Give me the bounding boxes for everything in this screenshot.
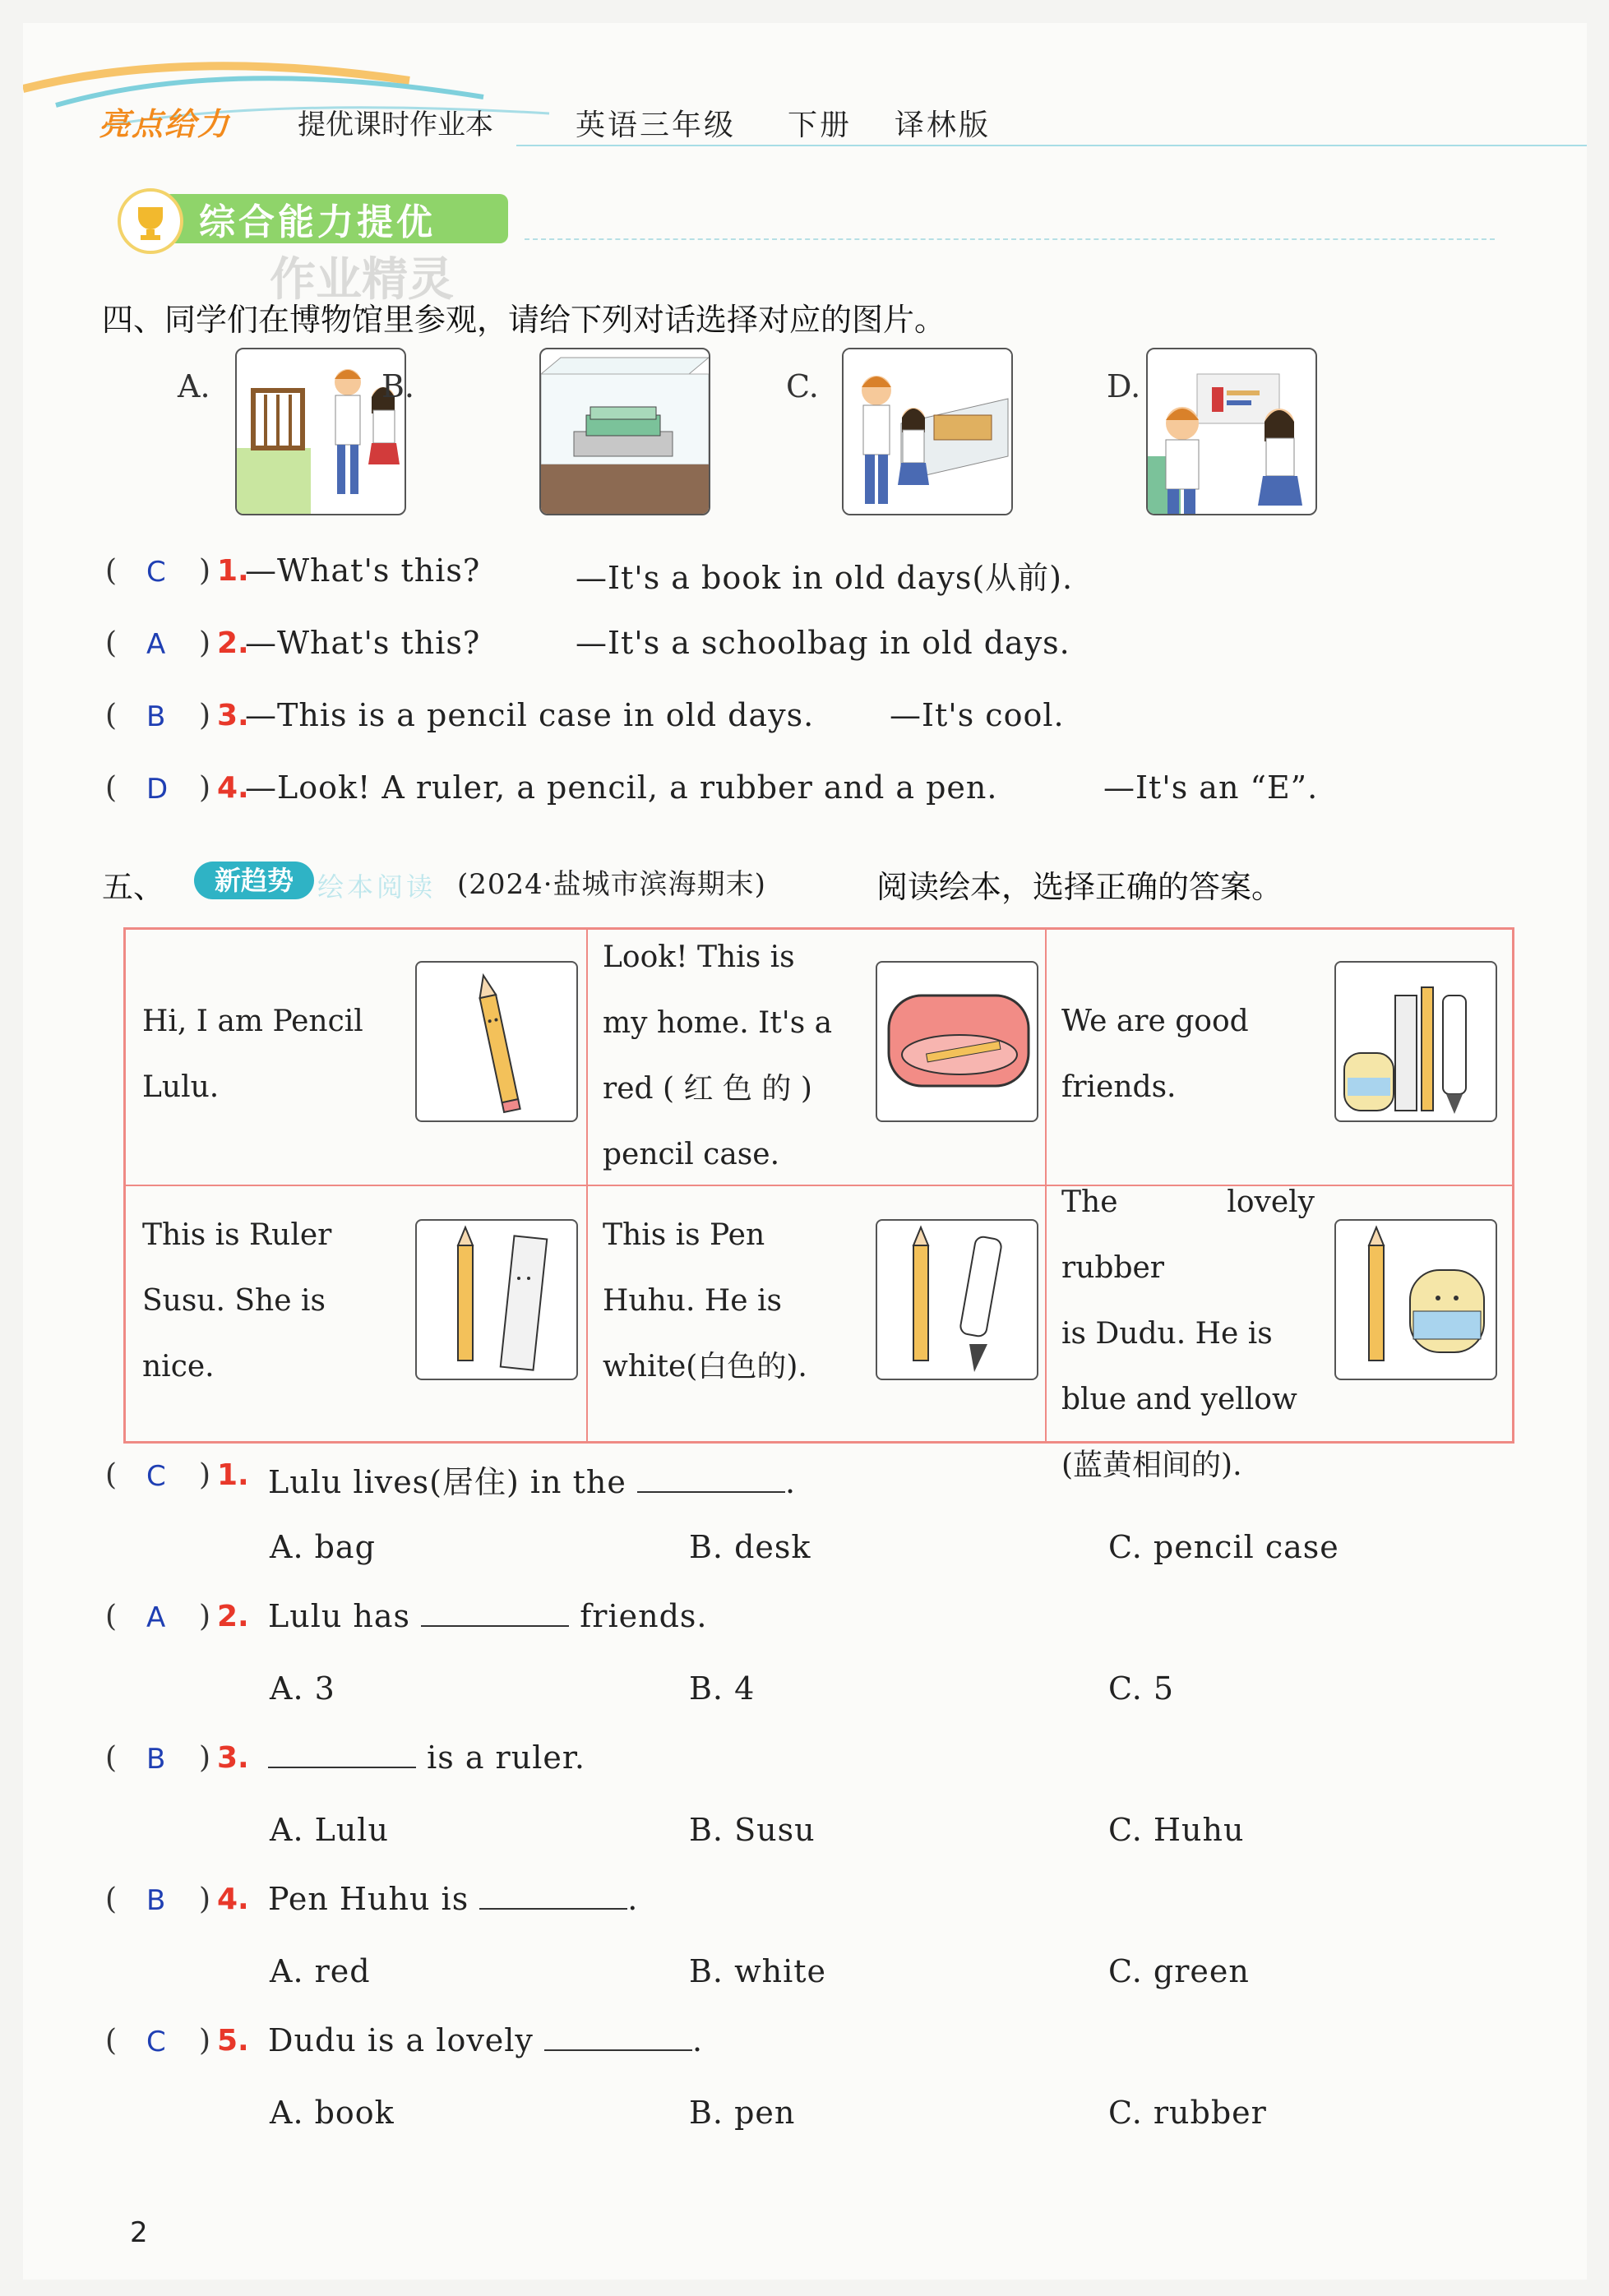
item-number: 4. (217, 771, 249, 805)
pencil-and-ruler-icon (417, 1221, 576, 1379)
answer-letter: C (146, 556, 166, 589)
question-text-end: . (627, 1881, 639, 1917)
choice-a: A. red (270, 1953, 371, 1989)
choice-c: C. pencil case (1108, 1529, 1339, 1565)
pencil-character-icon (417, 963, 576, 1120)
worksheet-page: 亮点给力 提优课时作业本 英语三年级 下册 译林版 综合能力提优 作业精灵 四、同学们在博物馆里参观，请给下列对话选择对应的图片。 A. B. C. D. ( C ) 1. —What's this? —It's a book in old days(从前). ( A ) 2. —What's this? —It's a schoolbag in old days. ( B ) 3. —This is a pencil case in old days. —It's cool. ( D ) 4. —Look! A ruler, a pencil, a rubber and a pen. —It's an “E”. 五、 新趋势 绘本阅读 (2024·盐城市滨海期末) 阅读绘本，选择正确的答案。 Hi, I am Pencil Lulu. Look! This is my home. It's a red ( 红 色 的 ) pencil case. We are good friends. This is Ruler Susu. She is nice. This is Pen Huhu. He is white(白色的). The lovely rubber is Dudu. He is blue and yellow (蓝黄相间的). ( C ) 1. Lulu lives(居住) in the . A. bag B. desk C. pencil case ( A ) 2. Lulu has friends. A. 3 B. 4 C. 5 ( B ) 3. is a ruler. A. Lulu B. Susu C. Huhu ( B ) 4. Pen Huhu is . A. red B. white C. green ( C ) 5. Dudu is a lovely . A. book B. pen C. rubber 2 (23, 23, 1587, 2280)
museum-display-board-illustration-icon (1148, 349, 1315, 514)
choice-a: A. book (270, 2095, 395, 2131)
item-number: 4. (217, 1883, 249, 1916)
question-text-end: . (784, 1464, 797, 1500)
answer-blank (421, 1601, 569, 1627)
banner-dashed-line (525, 238, 1495, 240)
answer-blank (637, 1467, 785, 1493)
item-number: 2. (217, 626, 249, 660)
q4-picture-b (539, 348, 710, 515)
story-line: friends. (1061, 1070, 1177, 1104)
item-number: 3. (217, 699, 249, 732)
edition-label: 译林版 (895, 109, 992, 142)
story-line: blue and yellow (1061, 1383, 1297, 1416)
answer-blank (544, 2025, 692, 2051)
choice-b: B. white (689, 1953, 826, 1989)
page-header (23, 23, 1587, 142)
volume-label: 下册 (788, 109, 853, 142)
story-picture (1334, 961, 1497, 1122)
story-picture (415, 961, 578, 1122)
choice-c: C. Huhu (1108, 1812, 1245, 1848)
book-title: 提优课时作业本 (298, 109, 493, 141)
q4-picture-a (235, 348, 406, 515)
dialogue-question: —This is a pencil case in old days. (245, 697, 815, 733)
story-line: white(白色的). (603, 1350, 807, 1384)
answer-letter: B (146, 1884, 166, 1917)
question-text-end: . (692, 2022, 704, 2058)
pencil-and-pen-icon (877, 1221, 1037, 1379)
answer-letter: C (146, 1460, 166, 1493)
section-title: 综合能力提优 (199, 201, 436, 243)
museum-schoolbag-illustration-icon (237, 349, 405, 514)
item-number: 1. (217, 1458, 249, 1492)
story-line: We are good (1061, 1005, 1249, 1038)
item-number: 5. (217, 2024, 249, 2058)
q4-option-b-label: B. (381, 368, 415, 404)
dialogue-reply: —It's a book in old days(从前). (576, 560, 1074, 596)
dialogue-reply: —It's an “E”. (1103, 769, 1319, 806)
story-line: This is Pen (603, 1218, 765, 1252)
choice-a: A. 3 (270, 1670, 335, 1707)
item-number: 3. (217, 1741, 249, 1775)
question-text: Dudu is a lovely (268, 2022, 534, 2058)
page-number: 2 (130, 2216, 148, 2249)
new-trend-badge: 新趋势 (194, 862, 314, 899)
story-picture (415, 1219, 578, 1380)
question-text: Pen Huhu is (268, 1881, 469, 1917)
q4-picture-c (842, 348, 1013, 515)
story-line: Huhu. He is (603, 1284, 782, 1318)
answer-letter: B (146, 1743, 166, 1776)
dialogue-question: —What's this? (245, 552, 481, 589)
q5-prefix: 五、 (102, 869, 165, 905)
choice-b: B. Susu (689, 1812, 816, 1848)
answer-letter: D (146, 773, 169, 806)
dialogue-question: —Look! A ruler, a pencil, a rubber and a pen. (245, 769, 998, 806)
pencil-case-icon (877, 963, 1037, 1120)
q4-option-c-label: C. (786, 368, 819, 404)
story-line: is Dudu. He is (1061, 1317, 1273, 1351)
q5-source: (2024·盐城市滨海期末) (457, 868, 766, 901)
story-line: red ( 红 色 的 ) (603, 1072, 812, 1106)
dialogue-reply: —It's a schoolbag in old days. (576, 625, 1070, 661)
brand-logo: 亮点给力 (99, 106, 231, 142)
story-line: The lovely rubber (1061, 1185, 1315, 1285)
story-line: Susu. She is (142, 1284, 326, 1318)
answer-letter: C (146, 2026, 166, 2058)
museum-pencil-case-illustration-icon (541, 349, 709, 514)
answer-blank (268, 1742, 416, 1768)
picture-book-reading-tag: 绘本阅读 (317, 871, 437, 903)
story-line: (蓝黄相间的). (1061, 1448, 1242, 1482)
choice-c: C. 5 (1108, 1670, 1175, 1707)
museum-book-illustration-icon (844, 349, 1011, 514)
q4-option-a-label: A. (178, 368, 210, 404)
subject-grade: 英语三年级 (576, 109, 737, 142)
answer-letter: A (146, 1601, 166, 1634)
choice-b: B. 4 (689, 1670, 756, 1707)
q5-instruction: 阅读绘本，选择正确的答案。 (876, 869, 1283, 905)
choice-a: A. Lulu (270, 1812, 389, 1848)
question-text-end: friends. (580, 1598, 708, 1634)
story-line: my home. It's a (603, 1006, 833, 1040)
story-line: Hi, I am Pencil (142, 1005, 363, 1038)
header-divider (516, 145, 1587, 146)
story-picture (876, 961, 1038, 1122)
dialogue-reply: —It's cool. (890, 697, 1065, 733)
item-number: 1. (217, 554, 249, 588)
question-text-end: is a ruler. (427, 1739, 585, 1776)
story-picture (1334, 1219, 1497, 1380)
story-line: pencil case. (603, 1138, 780, 1171)
question-text: Lulu has (268, 1598, 411, 1634)
answer-blank (479, 1883, 627, 1910)
answer-letter: B (146, 700, 166, 733)
answer-letter: A (146, 628, 166, 661)
story-line: Look! This is (603, 940, 795, 974)
choice-b: B. pen (689, 2095, 796, 2131)
story-picture (876, 1219, 1038, 1380)
question-text: Lulu lives(居住) in the (268, 1464, 626, 1500)
q4-heading: 四、同学们在博物馆里参观，请给下列对话选择对应的图片。 (102, 302, 946, 338)
choice-c: C. rubber (1108, 2095, 1267, 2131)
choice-a: A. bag (270, 1529, 376, 1565)
story-line: This is Ruler (142, 1218, 332, 1252)
story-line: nice. (142, 1350, 215, 1384)
stationery-friends-icon (1336, 963, 1496, 1120)
choice-c: C. green (1108, 1953, 1250, 1989)
pencil-and-rubber-icon (1336, 1221, 1496, 1379)
q4-picture-d (1146, 348, 1317, 515)
dialogue-question: —What's this? (245, 625, 481, 661)
q4-option-d-label: D. (1107, 368, 1141, 404)
story-line: Lulu. (142, 1070, 220, 1104)
choice-b: B. desk (689, 1529, 811, 1565)
watermark: 作业精灵 (270, 253, 454, 307)
item-number: 2. (217, 1600, 249, 1633)
